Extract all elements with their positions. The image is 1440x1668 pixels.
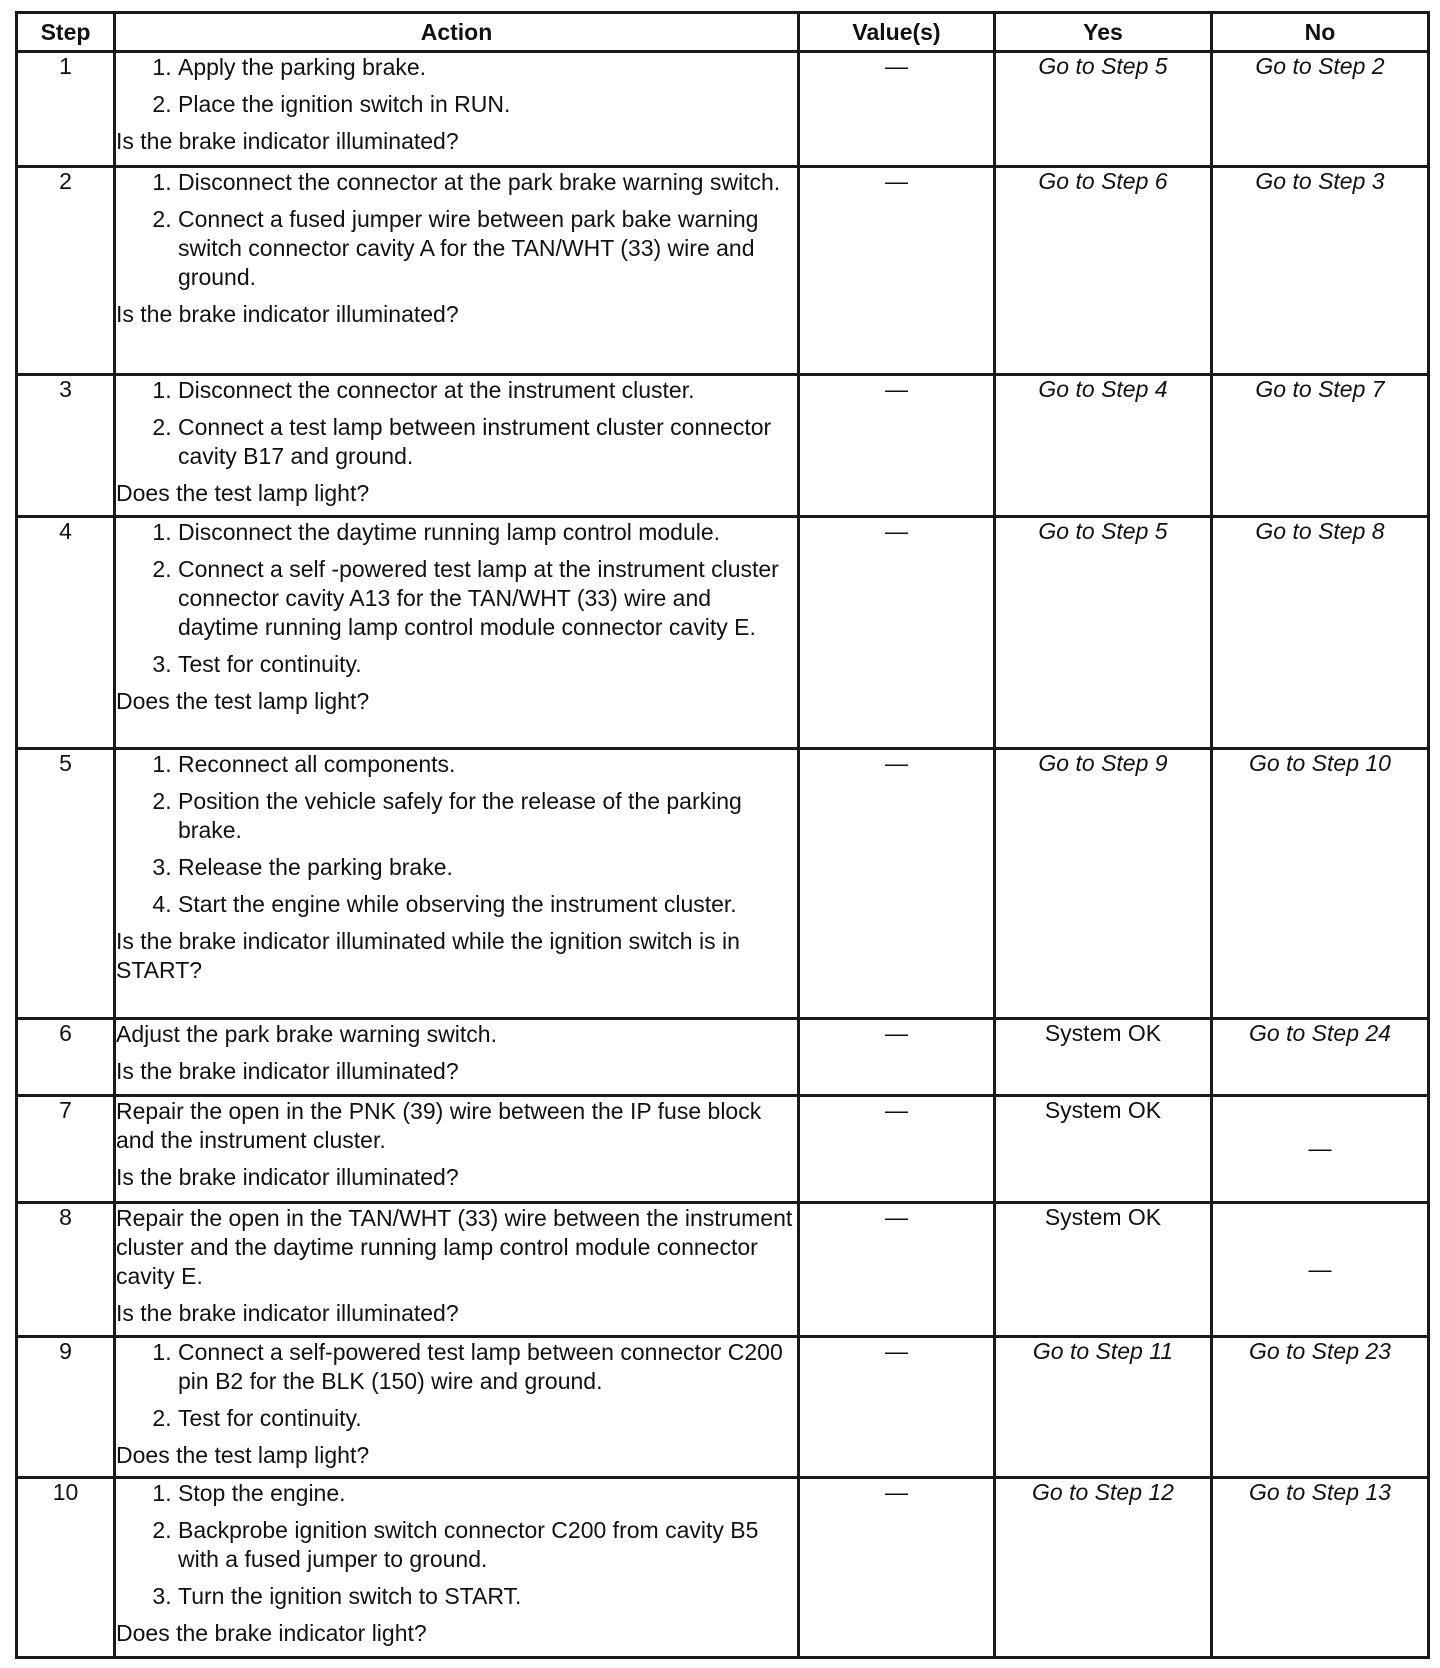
action-question: Is the brake indicator illuminated while the ignition switch is in START?	[116, 928, 740, 984]
step-number-cell: 10	[17, 1477, 115, 1657]
no-cell	[1212, 375, 1429, 516]
no-cell	[1212, 1019, 1429, 1095]
no-result: Go to Step 10	[1249, 750, 1391, 777]
action-cell	[115, 167, 799, 375]
no-cell	[1212, 1095, 1429, 1202]
no-result: Go to Step 24	[1249, 1020, 1391, 1047]
action-question: Does the test lamp light?	[116, 687, 370, 714]
no-cell	[1212, 167, 1429, 375]
yes-cell	[995, 1477, 1212, 1657]
action-question: Does the brake indicator light?	[116, 1619, 427, 1646]
instruction-item: 2. Test for continuity.	[178, 1404, 797, 1433]
step-number-cell: 7	[17, 1095, 115, 1202]
instruction-item: 2. Connect a test lamp between instrument cluster connector cavity B17 and ground.	[178, 413, 797, 471]
table-row	[17, 52, 1429, 167]
action-text: Repair the open in the PNK (39) wire between the IP fuse block and the instrument cluster.	[116, 1097, 762, 1153]
action-cell	[115, 1477, 799, 1657]
step-number-cell: 4	[17, 516, 115, 748]
value-cell: —	[799, 1095, 995, 1202]
no-result: Go to Step 3	[1255, 168, 1385, 195]
instruction-item: 1. Apply the parking brake.	[178, 53, 797, 82]
yes-result: Go to Step 4	[1038, 376, 1168, 403]
yes-cell	[995, 1095, 1212, 1202]
yes-cell	[995, 167, 1212, 375]
instruction-item: 3. Test for continuity.	[178, 650, 797, 679]
action-question: Is the brake indicator illuminated?	[116, 1163, 459, 1190]
no-result: Go to Step 2	[1255, 53, 1385, 79]
table-row	[17, 1095, 1429, 1202]
step-number-cell: 1	[17, 52, 115, 167]
no-result: Go to Step 7	[1255, 376, 1385, 403]
yes-result: Go to Step 5	[1038, 517, 1168, 544]
yes-result: Go to Step 11	[1032, 1337, 1174, 1364]
value-cell: —	[799, 516, 995, 748]
action-cell	[115, 749, 799, 1019]
yes-cell	[995, 52, 1212, 167]
no-cell	[1212, 52, 1429, 167]
action-cell	[115, 1202, 799, 1336]
value-cell: —	[799, 1477, 995, 1657]
action-text: Adjust the park brake warning switch.	[116, 1021, 497, 1048]
no-result: —	[1308, 1255, 1332, 1282]
instruction-list	[116, 53, 797, 119]
instruction-item: 1. Disconnect the connector at the instrument cluster.	[178, 376, 797, 405]
column-header-values: Value(s)	[799, 13, 995, 52]
table-row	[17, 1477, 1429, 1657]
column-header-yes: Yes	[995, 13, 1212, 52]
table-row	[17, 749, 1429, 1019]
yes-cell	[995, 1019, 1212, 1095]
instruction-list	[116, 750, 797, 919]
action-cell	[115, 1336, 799, 1477]
instruction-item: 2. Backprobe ignition switch connector C200 from cavity B5 with a fused jumper to ground.	[178, 1516, 797, 1574]
instruction-list	[116, 1479, 797, 1611]
step-number-cell: 6	[17, 1019, 115, 1095]
action-question: Does the test lamp light?	[116, 1441, 370, 1468]
instruction-item: 1. Disconnect the daytime running lamp control module.	[178, 518, 797, 547]
action-text: Repair the open in the TAN/WHT (33) wire between the instrument cluster and the daytime running lamp control module connector cavity E.	[116, 1204, 793, 1289]
step-number-cell: 3	[17, 375, 115, 516]
column-header-step: Step	[17, 13, 115, 52]
table-row	[17, 1019, 1429, 1095]
yes-result: Go to Step 9	[1038, 750, 1168, 777]
instruction-item: 1. Stop the engine.	[178, 1479, 797, 1508]
instruction-item: 2. Connect a self -powered test lamp at the instrument cluster connector cavity A13 for the TAN/WHT (33) wire and daytime running lamp control module connector cavity E.	[178, 555, 797, 642]
action-cell	[115, 1095, 799, 1202]
no-result: Go to Step 8	[1255, 517, 1385, 544]
value-cell: —	[799, 1202, 995, 1336]
diagnostic-table	[15, 11, 1430, 1659]
instruction-item: 3. Release the parking brake.	[178, 853, 797, 882]
instruction-item: 1. Reconnect all components.	[178, 750, 797, 779]
instruction-list	[116, 1338, 797, 1433]
action-cell	[115, 1019, 799, 1095]
instruction-list	[116, 168, 797, 292]
table-row	[17, 167, 1429, 375]
instruction-item: 1. Connect a self-powered test lamp between connector C200 pin B2 for the BLK (150) wire and ground.	[178, 1338, 797, 1396]
yes-result: Go to Step 12	[1032, 1478, 1174, 1505]
no-cell	[1212, 749, 1429, 1019]
step-number-cell: 8	[17, 1202, 115, 1336]
no-result: Go to Step 23	[1249, 1337, 1391, 1364]
no-cell	[1212, 1477, 1429, 1657]
value-cell: —	[799, 1019, 995, 1095]
yes-result: System OK	[1044, 1203, 1162, 1230]
table-row	[17, 516, 1429, 748]
yes-cell	[995, 1202, 1212, 1336]
instruction-item: 2. Place the ignition switch in RUN.	[178, 90, 797, 119]
yes-result: System OK	[1044, 1096, 1162, 1123]
yes-result: Go to Step 5	[1038, 53, 1168, 79]
no-cell	[1212, 516, 1429, 748]
instruction-list	[116, 376, 797, 471]
table-row	[17, 375, 1429, 516]
step-number-cell: 5	[17, 749, 115, 1019]
action-cell	[115, 52, 799, 167]
table-row	[17, 1336, 1429, 1477]
yes-result: Go to Step 6	[1038, 168, 1168, 195]
action-question: Is the brake indicator illuminated?	[116, 301, 459, 328]
column-header-action: Action	[115, 13, 799, 52]
instruction-list	[116, 518, 797, 679]
header-row	[17, 13, 1429, 52]
action-cell	[115, 516, 799, 748]
value-cell: —	[799, 1336, 995, 1477]
action-cell	[115, 375, 799, 516]
instruction-item: 1. Disconnect the connector at the park brake warning switch.	[178, 168, 797, 197]
column-header-no: No	[1212, 13, 1429, 52]
yes-cell	[995, 749, 1212, 1019]
yes-result: System OK	[1044, 1020, 1162, 1047]
yes-cell	[995, 1336, 1212, 1477]
yes-cell	[995, 375, 1212, 516]
value-cell: —	[799, 52, 995, 167]
instruction-item: 3. Turn the ignition switch to START.	[178, 1582, 797, 1611]
action-question: Is the brake indicator illuminated?	[116, 128, 459, 154]
instruction-item: 2. Connect a fused jumper wire between park bake warning switch connector cavity A for the TAN/WHT (33) wire and ground.	[178, 205, 797, 292]
no-cell	[1212, 1336, 1429, 1477]
action-question: Is the brake indicator illuminated?	[116, 1058, 459, 1085]
table-row	[17, 1202, 1429, 1336]
value-cell: —	[799, 749, 995, 1019]
no-result: Go to Step 13	[1249, 1478, 1391, 1505]
instruction-item: 2. Position the vehicle safely for the release of the parking brake.	[178, 787, 797, 845]
value-cell: —	[799, 167, 995, 375]
action-question: Does the test lamp light?	[116, 480, 370, 507]
value-cell: —	[799, 375, 995, 516]
no-cell	[1212, 1202, 1429, 1336]
step-number-cell: 2	[17, 167, 115, 375]
yes-cell	[995, 516, 1212, 748]
instruction-item: 4. Start the engine while observing the instrument cluster.	[178, 890, 797, 919]
action-question: Is the brake indicator illuminated?	[116, 1299, 459, 1326]
step-number-cell: 9	[17, 1336, 115, 1477]
no-result: —	[1308, 1135, 1332, 1162]
